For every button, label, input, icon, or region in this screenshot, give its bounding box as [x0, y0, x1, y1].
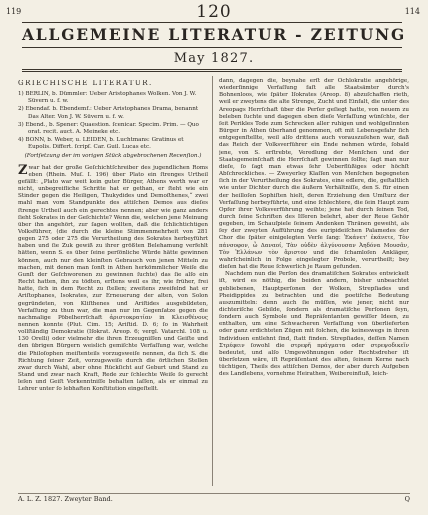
header-rule-top — [22, 22, 402, 23]
header-rule-middle — [22, 47, 402, 48]
right-column — [219, 78, 409, 379]
section-title: GRIECHISCHE LITERATUR. — [18, 80, 153, 87]
continuation-note: (Fortſetzung der im vorigen Stück abgebrochenen Recenſion.) — [24, 153, 202, 160]
footer-rule — [18, 493, 410, 494]
book-entry: 4) BONN, b. Weber, u. LEIDEN, b. Luchtmans: Gratinus et Eupolis. Differt. ſcripſ. Car. Guil. Lucas etc. — [18, 137, 184, 151]
header-rule-bottom-double — [22, 71, 402, 72]
page-number: 120 — [196, 2, 232, 22]
right-body-paragraph: dann, dagegen die, beynahe erſt der Ochlokratie angehörige, wiederſinnige Verfaſſung faſt alle Staatsämter durch's Bohnenloos, wie ſpäter Iſokrates (Areop. 8) abzuſchaffen rieth, weil er zweytens die alte Strenge, Zucht und Einfalt, die unter des Areopags Herrſchaft über die Perſer geſiegt hatte, von neuem zu beleben ſuchte und dagegen eben dieſe Verfaſſung wünſchte, der ſeit Perikles Tode zum Schrecken aller ruhigen und wohlgeſinnten Bürger in Athen überhand genommen, oft mit Lebensgefahr ſich entgegenſtellte, weil alſo drittens auch vorauszuſehen war, daß das Reich der Volksverführer ein Ende nehmen würde, ſobald jene, von S. erſtrebte, Veredlung der Menſchen und der Staatsgemeinſchaft die Herrſchaft gewinnen ſollte; ſagt man nur dieſe, ſo ſagt man etwas ſehr Ueberflüßiges oder höchſt Abſchreckliches. — Zweyerley Klaſſen von Menſchen begegneten ſich in der Verurtheilung des Sokrates, eine edlere, die, geſtaltlich wie unter Dichter durch die äußern Verhältniſſe, den S. für einen der heilloſen Sophiſten hielt, deren Erziehung den Umſturz der Verfaſſung herbeyführte, und eine ſchlechtere, die ſein Haupt zum Opfer ihrer Volksverführung weihte; jene hat durch ſeinen Tod, durch ſeine Schriften des Iſſeren belehrt, aber der Reue Gehör gegeben, im Schauſpiele ſeinem Andenken Thränen geweiht, als ſey der zweyten Aufführung des euripideiſchen Palamedes der Chor die ſpäter einigelegten Verſe ſang: Ἐκάνετ' ἐκάνετε, Τὸν πάνσοφον, ὦ Δαναοί, Τὰν οὐδὲν ἀλγύνουσαν Ἀηδόνα Μουσᾶν, Τὸν Ἑλλάνων τὸν ἄριστον und die ſchamloſen Ankläger, wahrſcheinlich in Folge eingelegter Probole, verurtheilt; bey dieſen hat die Reue ſchwerlich je Raum gefunden. — [219, 78, 409, 271]
book-entry: 3) Ebend., b. Spener: Quaestion. ſcenicar. Specim. Prim. — Quo orat. recit. auct. A. Meineke etc. — [18, 121, 199, 135]
left-column — [18, 80, 208, 394]
footer-signature: A. L. Z. 1827. Zweyter Band. — [18, 495, 113, 503]
masthead-title: ALLGEMEINE LITERATUR - ZEITUNG — [21, 25, 407, 44]
book-entries — [18, 91, 208, 151]
right-body-paragraph: Nachdem nun die Perſon des dramatiſchen Sokrates entwickelt iſt, wird es nöthig, die beiden andern, bisher unbeachtet gebliebenen, Hauptperſonen der Wolken, Strepſiades und Pheidippides zu betrachten und die poetiſche Bedeutung auszumitteln: denn auch ſie müſſen, wie jener, nicht nur dichteriſche Gebilde, ſondern als dramatiſche Perſonen ſeyn, ſondern auch Symbole und Repräſentanten gewiſſer Ideen, zu enthalten, um eine Schwacheren Verfaſſung von überlieferten oder ganz erdichteten Zügen mit folchen, die keineswegs in ihren Individuen entlehnt ſind, ſtatt finden. Strepſiades, deſſen Namen Στρέφειν ſowohl die στρεφῆ πράγματα oder στρεψοδικεῖν bedeutet, und alſo Umgewöhnungen oder Rechtsdreher iſt überſetzen wäre, iſt Repräſentant des alten, ſeinem Kerne nach tüchtigen, Theils des attiſchen Demos, der aber durch Aufgeben des Landlebens, vornehme Heirathen, Weibereinfluß, leich- — [219, 271, 409, 378]
page-marker-left: 119 — [6, 7, 22, 16]
column-separator — [212, 76, 213, 486]
footer-catchword: Q — [404, 495, 410, 503]
book-entry: 2) Ebendaf. b. Ebendemf.: Ueber Aristophanes Drama, benannt Das Alter. Von J. W. Süvern u. f. w. — [18, 106, 199, 120]
page-marker-right: 114 — [404, 7, 420, 16]
header-rule-bottom — [22, 69, 402, 70]
book-entry: 1) BERLIN, b. Dümmler: Ueber Aristophanes Wolken. Von J. W. Süvern u. f. w. — [18, 91, 197, 105]
issue-date: May 1827. — [173, 51, 255, 66]
left-body-text: Zwar hat der große Geſchichtſchreiber des jugendlichen Roms eben (Rhein. Muſ. I. 196) über Plato ein ſtrenges Urtheil gefällt: „Plato war weit kein guter Bürger, Athens werth war er nicht, unbegreifliche Schritte hat er gethan, er ſteht wie ein Stinder gegen die Heiligen, Thukydides und Demoſthenes,“ zwei mahl man vom Standpunkte des attiſchen Demos aus dieſes ſtrenge Urtheil auch ein gerechtes nennen; aber wie ganz anders ſieht Sokrates in der Geſchichte? Wenn die, welchen jene Meinung über ihn angehört, zur ſagen wollten, daß die ſchlichtichtigen Volksführer, (die durch die kleine Stimmenmehrheit von 281 gegen 275 oder 275 die Verurtheilung des Sokrates herbeyführt haben und ſie Zuk gewiß zu ihrer größten Belehamung verfehlt hätten, wenn S. es über ſeine perſönliche Würde hätte gewinnen können, auch nur den kleinſten Gebrauch von jenen Mitteln zu machen, mit denen man ſonſt in Athen herkömmlicher Weiſe die Gunſt der Geſchworenen zu gewinnen ſuchte) das ſie alſo ein Recht hatten, ihn zu tödten, erſtens weil es ihr, wie früher, frei hatte, ſich in dem Recht zu ſtellen; zweitens zweifelnd hat er Ariſtophanes, Isokrates, zur Erneuerung der alten, von Solon gegründeten, von Kliſthenes und Ariſtides ausgebildeten, Verfaſſung zu thun war, die man nur im Gegenſatze gegen die nachmalige Pöbelherrſchaft ἀριστοκρατίαν in Κλεισθένους nennen konnte (Plut. Cim. 15; Ariſtid. D. 6; ſo in Wahrheit vollſtändig Demokratie (Iſokrat. Areop. 6; vergl. Vatarchl. 108 u. 130 Orelli) oder vielmehr die ihren Erzeugniſſen und Geiſte und den übrigen Bürgern weislich gemiſchte Verfaſſung war, welche die Philoſophen meiſtenteils vorzugsweiſe nennen, da ſich S. die Richtung ſeiner Zeit, vorzugsweiſe durch die örtlichen Stellen zwar durch Wahl, aber ohne Rückſicht auf Geburt und Stand zu Stand und zwar nach Kraft, Rede zur ſchlechte Weiſe ſo gerecht leſen und Geiſt Vorkenntniſſe behalten laſſen, als er einmal zu Lehrer unter ſo lebhaften Konſtitution eingeſtellt. — [18, 162, 208, 393]
